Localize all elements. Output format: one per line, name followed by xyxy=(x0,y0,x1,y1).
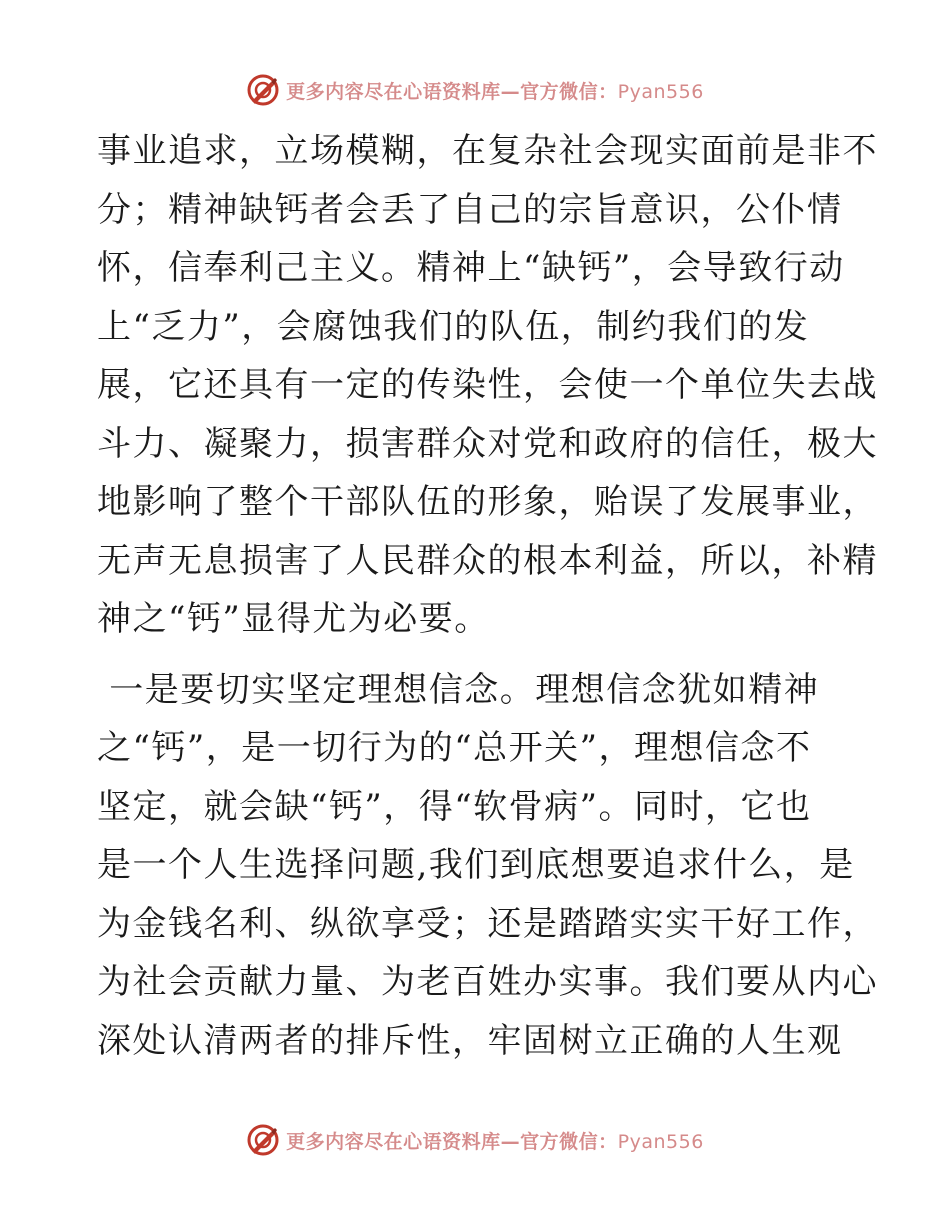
header-banner xyxy=(0,70,950,110)
footer-wechat-id: Pyan556 xyxy=(617,1130,704,1153)
footer-banner-text: 更多内容尽在心语资料库—官方微信：Pyan556 xyxy=(286,1130,704,1153)
text-line: 怀，信奉利己主义。精神上“缺钙”，会导致行动 xyxy=(97,248,845,288)
text-line: 分；精神缺钙者会丢了自己的宗旨意识，公仆情 xyxy=(97,189,843,230)
text-line: 之“钙”，是一切行为的“总开关”，理想信念不 xyxy=(97,728,812,768)
header-banner-text: 更多内容尽在心语资料库—官方微信：Pyan556 xyxy=(286,80,704,103)
text-line: 一是要切实坚定理想信念。理想信念犹如精神 xyxy=(97,669,820,710)
text-line: 地影响了整个干部队伍的形象，贻误了发展事业， xyxy=(97,482,878,522)
text-line: 为金钱名利、纵欲享受；还是踏踏实实干好工作， xyxy=(97,903,878,944)
footer-banner xyxy=(0,1120,950,1160)
text-line: 是一个人生选择问题,我们到底想要追求什么，是 xyxy=(97,845,855,885)
paragraph-2 xyxy=(97,661,878,1071)
text-line: 无声无息损害了人民群众的根本利益，所以，补精 xyxy=(97,540,878,581)
header-wechat-id: Pyan556 xyxy=(617,80,704,103)
logo-icon xyxy=(246,73,280,107)
document-body xyxy=(97,122,878,1070)
text-line: 事业追求，立场模糊，在复杂社会现实面前是非不 xyxy=(97,131,878,171)
paragraph-1 xyxy=(97,122,878,649)
text-line: 为社会贡献力量、为老百姓办实事。我们要从内心 xyxy=(97,962,878,1002)
text-line: 展，它还具有一定的传染性，会使一个单位失去战 xyxy=(97,365,878,405)
text-line: 神之“钙”显得尤为必要。 xyxy=(97,599,490,639)
logo-icon xyxy=(246,1123,280,1157)
text-line: 上“乏力”，会腐蚀我们的队伍，制约我们的发 xyxy=(97,306,810,347)
text-line: 斗力、凝聚力，损害群众对党和政府的信任，极大 xyxy=(97,423,878,464)
text-line: 坚定，就会缺“钙”，得“软骨病”。同时，它也 xyxy=(97,786,812,827)
text-line: 深处认清两者的排斥性，牢固树立正确的人生观 xyxy=(97,1020,843,1061)
